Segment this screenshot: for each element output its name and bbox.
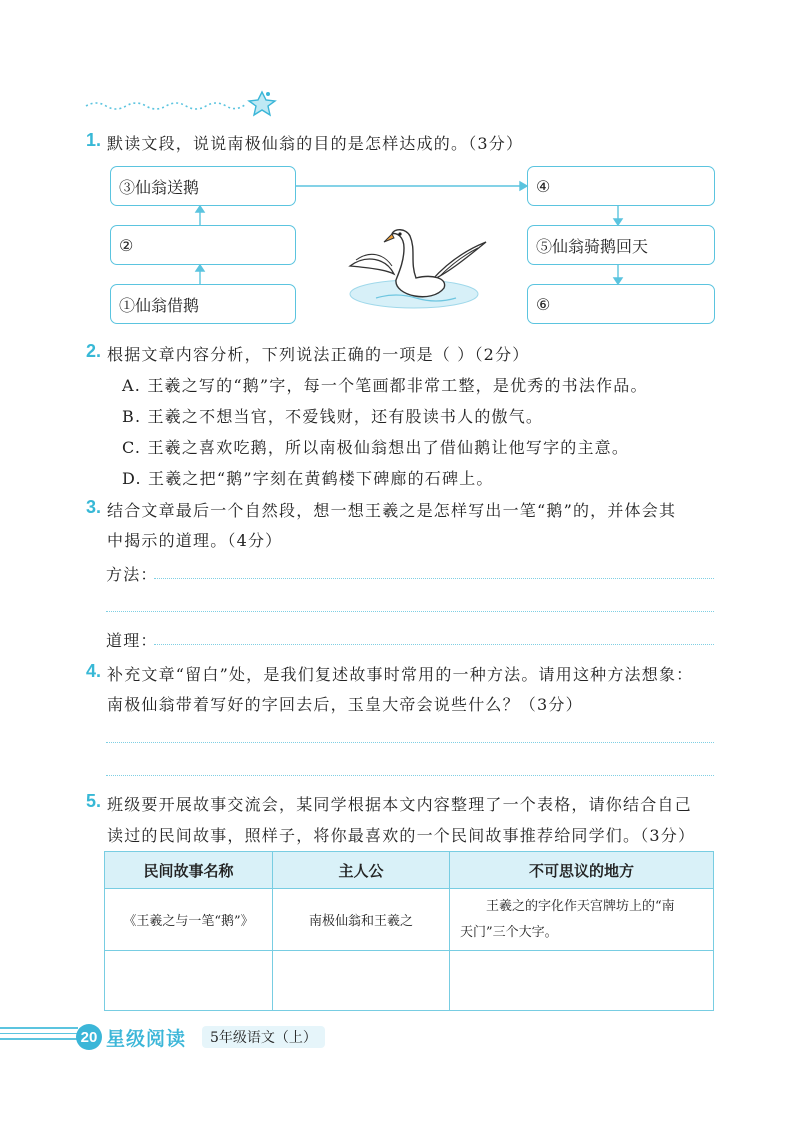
question-4-text-line2: 南极仙翁带着写好的字回去后，玉皇大帝会说些什么？（3分） [107, 695, 583, 714]
question-2-text: 根据文章内容分析，下列说法正确的一项是（ ）（2分） [107, 345, 530, 364]
flow-box-3: ③仙翁送鹅 [110, 166, 296, 206]
flow-box-6[interactable]: ⑥ [527, 284, 715, 324]
flow-box-2[interactable]: ② [110, 225, 296, 265]
brand-logo [106, 1024, 186, 1050]
option-c[interactable]: C. 王羲之喜欢吃鹅，所以南极仙翁想出了借仙鹅让他写字的主意。 [122, 438, 630, 457]
header-story-name: 民间故事名称 [105, 852, 273, 889]
reason-label: 道理： [106, 631, 158, 650]
q4-answer-line-1[interactable] [106, 742, 714, 743]
question-5-text-line1: 班级要开展故事交流会，某同学根据本文内容整理了一个表格，请你结合自己 [107, 795, 692, 814]
table-row [105, 889, 714, 951]
grade-label: 5年级语文（上） [210, 1030, 317, 1046]
option-b[interactable]: B. 王羲之不想当官，不爱钱财，还有股读书人的傲气。 [122, 407, 544, 426]
cell-wonder-line1: 王羲之的字化作天宫牌坊上的“南 [486, 898, 675, 914]
table-header-row [105, 852, 714, 889]
method-answer-line-2[interactable] [106, 611, 714, 612]
question-5-number: 5. [86, 791, 102, 811]
method-label: 方法： [106, 565, 158, 584]
brand-name: 星级阅读 [106, 1028, 187, 1050]
page-number: 20 [80, 1028, 98, 1046]
flow-box-5: ⑤仙翁骑鹅回天 [527, 225, 715, 265]
question-4-text-line1: 补充文章“留白”处，是我们复述故事时常用的一种方法。请用这种方法想象： [107, 665, 694, 684]
header-hero: 主人公 [273, 852, 450, 889]
cell-wonder [450, 889, 714, 951]
story-table [104, 851, 714, 1011]
grade-tag [202, 1026, 325, 1048]
method-answer-line[interactable] [154, 578, 714, 579]
swan-illustration [336, 214, 492, 314]
answer-cell-hero[interactable] [273, 951, 450, 1011]
page-number-badge [76, 1024, 102, 1050]
question-3-text-line2: 中揭示的道理。（4分） [107, 531, 283, 550]
footer-lines [0, 1025, 78, 1045]
option-a[interactable]: A. 王羲之写的“鹅”字，每一个笔画都非常工整，是优秀的书法作品。 [122, 376, 648, 395]
cell-wonder-line2: 天门”三个大字。 [460, 924, 558, 940]
table-row-answer[interactable] [105, 951, 714, 1011]
flow-box-4[interactable]: ④ [527, 166, 715, 206]
question-5-text-line2: 读过的民间故事，照样子，将你最喜欢的一个民间故事推荐给同学们。（3分） [107, 826, 696, 845]
option-d[interactable]: D. 王羲之把“鹅”字刻在黄鹤楼下碑廊的石碑上。 [122, 469, 494, 488]
cell-hero: 南极仙翁和王羲之 [273, 889, 450, 951]
question-2-number: 2. [86, 341, 102, 361]
question-1-number: 1. [86, 130, 102, 150]
question-1-text: 默读文段，说说南极仙翁的目的是怎样达成的。（3分） [107, 134, 524, 153]
flow-box-1: ①仙翁借鹅 [110, 284, 296, 324]
header-wonder: 不可思议的地方 [450, 852, 714, 889]
question-3-text-line1: 结合文章最后一个自然段，想一想王羲之是怎样写出一笔“鹅”的，并体会其 [107, 501, 677, 520]
q4-answer-line-2[interactable] [106, 775, 714, 776]
answer-cell-name[interactable] [105, 951, 273, 1011]
cell-story-name: 《王羲之与一笔“鹅”》 [105, 889, 273, 951]
answer-cell-wonder[interactable] [450, 951, 714, 1011]
question-4-number: 4. [86, 661, 102, 681]
reason-answer-line[interactable] [154, 644, 714, 645]
question-3-number: 3. [86, 497, 102, 517]
